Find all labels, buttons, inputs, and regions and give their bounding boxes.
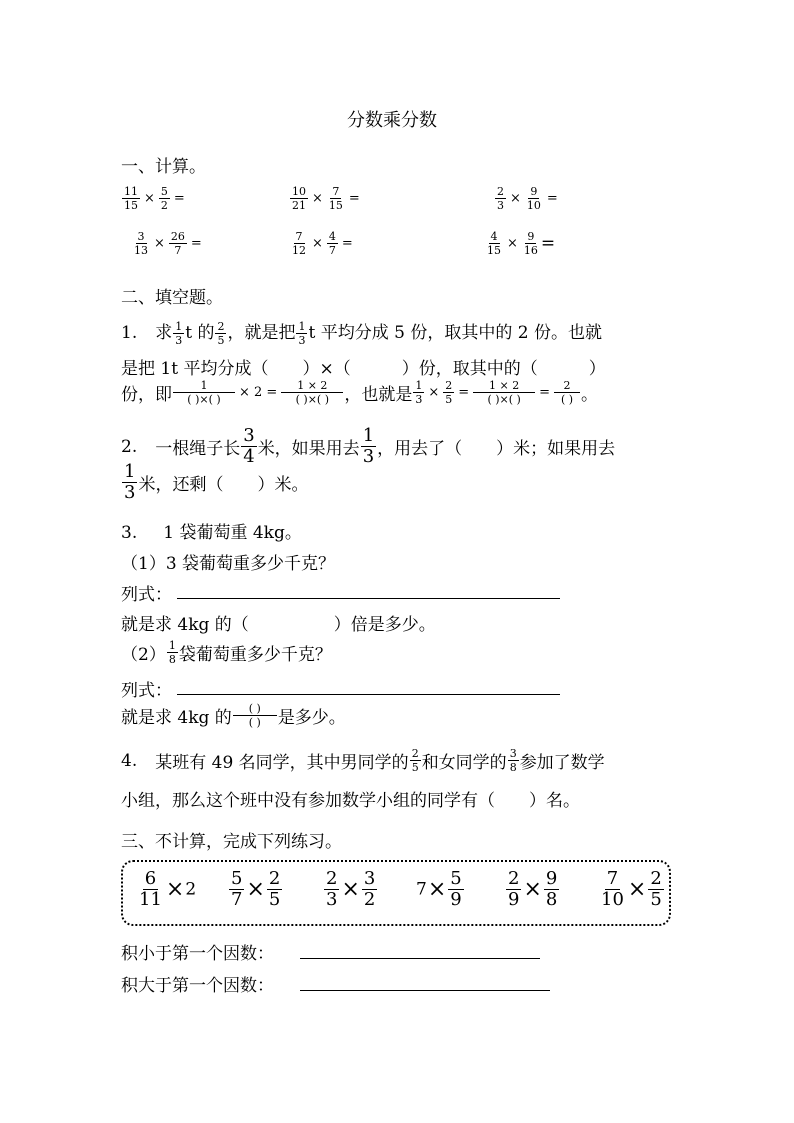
section-2-heading: 二、填空题。 xyxy=(121,288,223,308)
page-title: 分数乘分数 xyxy=(347,110,437,131)
calc-problem-5: $\frac{7}{12}$ × $\frac{4}{7}$ = xyxy=(292,230,353,257)
question-1-line-3: 份，即 $\frac{1}{( )\times( )}$ × 2 = $\frac{1 \times 2}{( )\times( )}$ ，也就是 $\frac{1}{3}$ × $\frac{2}{5}$ = $\frac{1 \times 2}{( )\times( )}$ = $\frac{2}{( )}$ 。 xyxy=(121,379,599,406)
greater-than-label: 积大于第一个因数： xyxy=(121,976,274,996)
expression-6: $\frac{7}{10}$ × $\frac{2}{5}$ xyxy=(601,868,662,910)
question-3-sub-2-hint: 就是求 4kg 的 $\frac{( )}{( )}$ 是多少。 xyxy=(121,702,346,729)
fraction: $\frac{5}{2}$ xyxy=(160,185,168,212)
question-4-line-1: 4. 某班有 49 名同学，其中男同学的 $\frac{2}{5}$ 和女同学的 $\frac{3}{8}$ 参加了数学 xyxy=(121,747,605,774)
fraction: $\frac{11}{15}$ xyxy=(124,185,138,212)
fraction: $\frac{9}{10}$ xyxy=(526,185,541,212)
fraction: $\frac{3}{13}$ xyxy=(134,230,148,257)
calc-problem-2: $\frac{10}{21}$ × $\frac{7}{15}$ = xyxy=(292,185,360,212)
fraction: $\frac{26}{7}$ xyxy=(170,230,185,257)
fraction: $\frac{10}{21}$ xyxy=(292,185,306,212)
less-than-answer-line[interactable] xyxy=(300,958,540,959)
question-2-line-2: $\frac{1}{3}$ 米，还剩（ ）米。 xyxy=(124,461,309,503)
answer-line-1[interactable] xyxy=(177,598,560,599)
calc-problem-6: $\frac{4}{15}$ × $\frac{9}{16}$ = xyxy=(487,230,556,257)
expression-1: $\frac{6}{11}$ ×2 xyxy=(139,868,197,910)
calc-problem-1: $\frac{11}{15}$ × $\frac{5}{2}$ = xyxy=(124,185,185,212)
question-3-sub-1: （1）3 袋葡萄重多少千克？ xyxy=(121,554,336,574)
expression-2: $\frac{5}{7}$ × $\frac{2}{5}$ xyxy=(231,868,281,910)
expression-4: 7× $\frac{5}{9}$ xyxy=(416,868,462,910)
question-1-line-1: 1. 求 $\frac{1}{3}$ t 的 $\frac{2}{5}$ ，就是把 $\frac{1}{3}$ t 平均分成 5 份，取其中的 2 份。也就 xyxy=(121,320,602,347)
section-3-heading: 三、不计算，完成下列练习。 xyxy=(121,832,342,852)
fraction: $\frac{7}{12}$ xyxy=(292,230,306,257)
expressions-box xyxy=(121,860,671,926)
calc-problem-4: $\frac{3}{13}$ × $\frac{26}{7}$ = xyxy=(134,230,202,257)
fraction: $\frac{4}{15}$ xyxy=(487,230,501,257)
fraction: $\frac{9}{16}$ xyxy=(523,230,538,257)
question-1-line-2: 是把 1t 平均分成（ ）×（ ）份，取其中的（ ） xyxy=(121,359,606,379)
calc-problem-3: $\frac{2}{3}$ × $\frac{9}{10}$ = xyxy=(497,185,558,212)
greater-than-answer-line[interactable] xyxy=(300,990,550,991)
question-2-line-1: 2. 一根绳子长 $\frac{3}{4}$ 米，如果用去 $\frac{1}{3}$ ，用去了（ ）米；如果用去 xyxy=(121,425,616,467)
less-than-label: 积小于第一个因数： xyxy=(121,944,274,964)
question-4-line-2: 小组，那么这个班中没有参加数学小组的同学有（ ）名。 xyxy=(121,791,580,811)
question-3: 3. 1 袋葡萄重 4kg。 xyxy=(121,523,302,543)
question-3-sub-2: （2） $\frac{1}{8}$ 袋葡萄重多少千克？ xyxy=(121,639,332,666)
question-3-sub-1-hint: 就是求 4kg 的（ ）倍是多少。 xyxy=(121,615,436,635)
fraction: $\frac{7}{15}$ xyxy=(328,185,343,212)
formula-label-1: 列式： xyxy=(121,585,172,605)
answer-line-2[interactable] xyxy=(177,694,560,695)
fraction: $\frac{4}{7}$ xyxy=(328,230,336,257)
formula-label-2: 列式： xyxy=(121,681,172,701)
expression-5: $\frac{2}{9}$ × $\frac{9}{8}$ xyxy=(508,868,558,910)
fraction: $\frac{2}{3}$ xyxy=(497,185,504,212)
expression-3: $\frac{2}{3}$ × $\frac{3}{2}$ xyxy=(326,868,376,910)
section-1-heading: 一、计算。 xyxy=(121,157,206,177)
